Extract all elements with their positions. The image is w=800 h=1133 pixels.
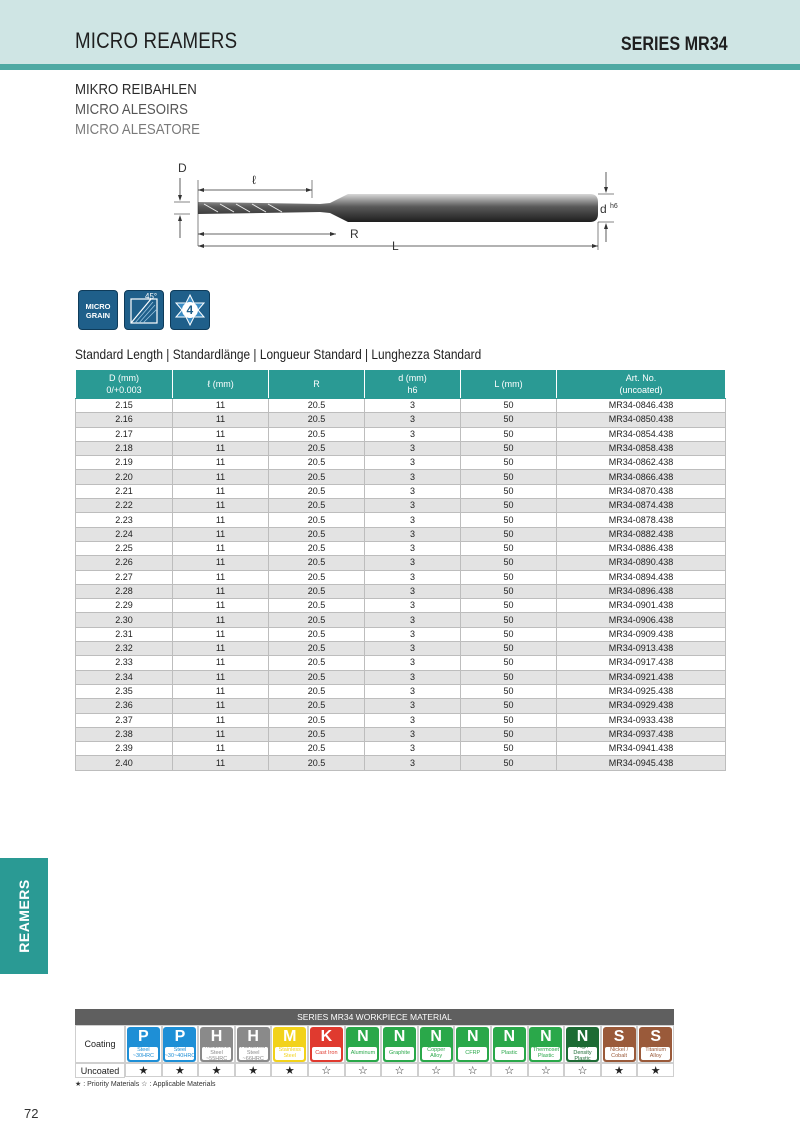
table-cell: 11 [173,456,269,470]
table-row [76,527,726,541]
table-cell: 2.29 [76,599,173,613]
table-cell: 50 [461,456,557,470]
table-cell: 11 [173,499,269,513]
col-art-no: Art. No. (uncoated) [557,370,726,399]
table-cell: MR34-0925.438 [557,684,726,698]
table-cell: MR34-0921.438 [557,670,726,684]
label-D: D [178,161,187,175]
table-cell: 2.38 [76,727,173,741]
material-letter: M [283,1027,297,1045]
workpiece-table [75,1009,674,1078]
table-row [76,756,726,770]
table-cell: 50 [461,656,557,670]
material-letter: P [174,1027,186,1045]
micro-grain-line1: MICRO [85,302,111,311]
material-icon [163,1027,196,1062]
table-row [76,613,726,627]
table-cell: 11 [173,399,269,413]
material-cell [637,1025,674,1063]
uncoated-label: Uncoated [75,1063,125,1078]
material-letter: S [613,1027,625,1045]
table-cell: 50 [461,742,557,756]
table-cell: 20.5 [269,413,365,427]
micro-grain-line2: GRAIN [85,311,111,320]
col-l: ℓ (mm) [173,370,269,399]
label-l: ℓ [252,173,256,187]
table-row [76,684,726,698]
table-cell: 11 [173,656,269,670]
table-row [76,513,726,527]
subtitle-it: MICRO ALESATORE [75,121,200,138]
table-cell: 50 [461,642,557,656]
material-name: Thermoset Plastic [532,1047,560,1059]
table-cell: 3 [365,713,461,727]
flute-count: 4 [186,303,194,317]
material-icon [529,1027,562,1062]
table-cell: 20.5 [269,441,365,455]
table-cell: 2.34 [76,670,173,684]
table-cell: 20.5 [269,756,365,770]
side-tab-label: REAMERS [16,879,33,953]
table-cell: 50 [461,470,557,484]
table-row [76,484,726,498]
table-row [76,627,726,641]
header-divider [0,64,800,70]
page-title: MICRO REAMERS [75,28,238,53]
table-row [76,670,726,684]
col-D: D (mm) 0/+0.003 [76,370,173,399]
table-cell: 20.5 [269,727,365,741]
table-cell: 2.28 [76,584,173,598]
table-cell: 20.5 [269,527,365,541]
material-letter: P [138,1027,149,1045]
table-cell: MR34-0846.438 [557,399,726,413]
table-cell: 2.18 [76,441,173,455]
label-L: L [392,239,399,253]
material-ratings [125,1063,674,1078]
table-cell: 3 [365,570,461,584]
material-icons [125,1025,674,1063]
table-cell: 11 [173,584,269,598]
table-cell: 3 [365,627,461,641]
table-cell: 11 [173,756,269,770]
table-cell: 3 [365,541,461,555]
table-cell: MR34-0933.438 [557,713,726,727]
table-cell: MR34-0929.438 [557,699,726,713]
table-cell: 2.17 [76,427,173,441]
table-cell: MR34-0913.438 [557,642,726,656]
table-cell: 3 [365,756,461,770]
material-icon [237,1027,270,1062]
table-cell: 3 [365,527,461,541]
material-cell [601,1025,638,1063]
table-cell: 50 [461,684,557,698]
table-header-row [76,370,726,399]
table-cell: 11 [173,642,269,656]
material-letter: H [210,1027,223,1045]
angle-label: 45° [145,292,158,301]
material-letter: N [357,1027,369,1045]
label-h6: h6 [610,203,618,210]
material-rating: ★ [637,1063,674,1077]
legend: ★ : Priority Materials ☆ : Applicable Materials [75,1081,216,1088]
table-cell: 50 [461,699,557,713]
material-name: Aluminum [348,1047,377,1060]
material-rating: ★ [162,1063,199,1077]
table-cell: 20.5 [269,556,365,570]
material-cell [528,1025,565,1063]
table-cell: 20.5 [269,670,365,684]
table-cell: 20.5 [269,713,365,727]
table-row [76,656,726,670]
material-rating: ☆ [308,1063,345,1077]
material-icon [127,1027,160,1062]
material-icon [420,1027,453,1062]
table-cell: 50 [461,441,557,455]
table-cell: 20.5 [269,584,365,598]
table-cell: 11 [173,527,269,541]
table-cell: MR34-0941.438 [557,742,726,756]
material-name: Cast Iron [312,1047,341,1060]
table-cell: 2.15 [76,399,173,413]
table-cell: 20.5 [269,613,365,627]
table-cell: 11 [173,613,269,627]
side-tab-label-wrap [0,858,48,974]
table-cell: 50 [461,627,557,641]
table-cell: 3 [365,499,461,513]
material-name: Copper Alloy [422,1047,451,1060]
table-cell: 11 [173,441,269,455]
material-cell [454,1025,491,1063]
table-row [76,470,726,484]
table-cell: 11 [173,727,269,741]
material-cell [271,1025,308,1063]
table-row [76,642,726,656]
table-cell: MR34-0896.438 [557,584,726,598]
table-cell: 3 [365,670,461,684]
material-icon [493,1027,526,1062]
material-cell [235,1025,272,1063]
table-cell: 20.5 [269,513,365,527]
table-cell: MR34-0878.438 [557,513,726,527]
material-icon [639,1027,672,1062]
table-cell: 50 [461,541,557,555]
table-cell: 2.31 [76,627,173,641]
table-cell: 3 [365,727,461,741]
material-name: High Density Plastic [568,1047,597,1060]
table-cell: 20.5 [269,499,365,513]
material-name: Steel ~30~40HRC [164,1047,196,1059]
subtitle-de: MIKRO REIBAHLEN [75,81,197,98]
table-cell: 50 [461,713,557,727]
material-name: Steel ~30HRC [129,1047,158,1060]
table-cell: MR34-0854.438 [557,427,726,441]
table-cell: MR34-0890.438 [557,556,726,570]
table-cell: 3 [365,399,461,413]
table-cell: 50 [461,599,557,613]
table-cell: MR34-0937.438 [557,727,726,741]
spec-table [75,369,726,771]
table-cell: 11 [173,713,269,727]
table-cell: 11 [173,699,269,713]
table-cell: 3 [365,613,461,627]
micro-grain-badge [78,290,118,330]
table-cell: 11 [173,684,269,698]
table-cell: 20.5 [269,456,365,470]
col-L: L (mm) [461,370,557,399]
material-rating: ★ [198,1063,235,1077]
subtitle-fr: MICRO ALESOIRS [75,101,188,118]
table-cell: 3 [365,556,461,570]
table-cell: 2.25 [76,541,173,555]
table-cell: 11 [173,484,269,498]
table-cell: 3 [365,413,461,427]
material-rating: ★ [601,1063,638,1077]
series-label: SERIES MR34 [621,34,728,55]
table-cell: 2.39 [76,742,173,756]
material-name: Hardened Steel ~66HRC [239,1047,268,1060]
table-row [76,584,726,598]
table-cell: 2.30 [76,613,173,627]
table-cell: MR34-0917.438 [557,656,726,670]
material-name: Plastic [495,1047,524,1060]
table-cell: 2.36 [76,699,173,713]
table-cell: 20.5 [269,684,365,698]
table-cell: 3 [365,441,461,455]
material-icon [273,1027,306,1062]
material-name: CFRP [458,1047,487,1060]
table-cell: MR34-0862.438 [557,456,726,470]
workpiece-title: SERIES MR34 WORKPIECE MATERIAL [75,1009,674,1025]
coating-row [75,1025,674,1063]
table-cell: 11 [173,670,269,684]
table-cell: MR34-0850.438 [557,413,726,427]
table-cell: 50 [461,570,557,584]
table-cell: 2.33 [76,656,173,670]
table-cell: MR34-0906.438 [557,613,726,627]
table-cell: MR34-0886.438 [557,541,726,555]
table-cell: 11 [173,742,269,756]
table-cell: 3 [365,513,461,527]
table-cell: MR34-0882.438 [557,527,726,541]
material-letter: H [247,1027,259,1045]
table-cell: 50 [461,756,557,770]
table-body [76,399,726,771]
material-icon [603,1027,636,1062]
table-cell: 11 [173,470,269,484]
material-name: Nickel / Cobalt [605,1047,634,1060]
material-icon [310,1027,343,1062]
table-cell: 2.20 [76,470,173,484]
table-cell: 11 [173,413,269,427]
table-cell: 3 [365,699,461,713]
material-cell [418,1025,455,1063]
table-cell: 11 [173,427,269,441]
table-cell: 2.24 [76,527,173,541]
table-cell: 50 [461,484,557,498]
material-rating: ☆ [345,1063,382,1077]
material-cell [564,1025,601,1063]
material-letter: N [540,1027,552,1045]
material-rating: ★ [125,1063,162,1077]
material-name: Titanium Alloy [641,1047,670,1060]
table-cell: 20.5 [269,484,365,498]
material-letter: N [466,1027,479,1045]
section-title: Standard Length | Standardlänge | Longueur Standard | Lunghezza Standard [75,346,482,362]
table-cell: MR34-0874.438 [557,499,726,513]
table-cell: 3 [365,584,461,598]
material-rating: ☆ [564,1063,601,1077]
material-name: Stainless Steel [275,1047,304,1060]
table-cell: 50 [461,499,557,513]
table-cell: 50 [461,513,557,527]
material-rating: ☆ [528,1063,565,1077]
material-letter: N [393,1027,406,1045]
table-row [76,541,726,555]
table-cell: MR34-0901.438 [557,599,726,613]
table-cell: 3 [365,642,461,656]
table-cell: MR34-0909.438 [557,627,726,641]
table-cell: 20.5 [269,627,365,641]
table-cell: 20.5 [269,699,365,713]
flutes-4-icon [170,290,210,330]
table-cell: 20.5 [269,470,365,484]
table-cell: 3 [365,470,461,484]
material-rating: ☆ [491,1063,528,1077]
table-row [76,413,726,427]
table-cell: 3 [365,456,461,470]
table-cell: 2.16 [76,413,173,427]
table-cell: 2.40 [76,756,173,770]
table-cell: 20.5 [269,541,365,555]
table-cell: 50 [461,413,557,427]
material-cell [125,1025,162,1063]
table-cell: 11 [173,513,269,527]
table-cell: 2.26 [76,556,173,570]
table-cell: 20.5 [269,570,365,584]
table-cell: 2.19 [76,456,173,470]
table-cell: MR34-0866.438 [557,470,726,484]
table-row [76,456,726,470]
table-cell: 3 [365,684,461,698]
table-row [76,699,726,713]
material-icon [200,1027,233,1062]
table-cell: 50 [461,727,557,741]
table-row [76,570,726,584]
material-icon [456,1027,489,1062]
table-cell: 20.5 [269,642,365,656]
table-cell: MR34-0894.438 [557,570,726,584]
reamer-drawing [170,158,630,258]
material-rating: ☆ [418,1063,455,1077]
table-cell: 11 [173,570,269,584]
table-cell: 11 [173,541,269,555]
table-cell: 20.5 [269,656,365,670]
table-cell: MR34-0858.438 [557,441,726,455]
table-cell: 50 [461,427,557,441]
table-cell: 50 [461,556,557,570]
table-cell: 3 [365,427,461,441]
material-rating: ☆ [454,1063,491,1077]
material-letter: N [430,1027,442,1045]
table-cell: MR34-0945.438 [557,756,726,770]
col-R: R [269,370,365,399]
uncoated-row [75,1063,674,1078]
material-cell [381,1025,418,1063]
table-row [76,427,726,441]
material-letter: S [650,1027,662,1045]
table-cell: MR34-0870.438 [557,484,726,498]
table-cell: 50 [461,584,557,598]
table-row [76,499,726,513]
page-number: 72 [24,1106,39,1121]
table-row [76,727,726,741]
material-letter: K [320,1027,333,1045]
table-cell: 3 [365,599,461,613]
label-d: d [600,202,607,216]
table-cell: 50 [461,399,557,413]
table-cell: 11 [173,556,269,570]
table-cell: 2.22 [76,499,173,513]
material-name: Graphite [385,1047,414,1060]
material-rating: ☆ [381,1063,418,1077]
table-cell: 2.23 [76,513,173,527]
material-rating: ★ [235,1063,272,1077]
table-cell: 2.37 [76,713,173,727]
material-rating: ★ [271,1063,308,1077]
table-row [76,713,726,727]
material-icon [346,1027,379,1062]
material-letter: N [576,1027,589,1045]
table-cell: 20.5 [269,427,365,441]
helix-45-icon [124,290,164,330]
material-icon [566,1027,599,1062]
table-cell: 2.27 [76,570,173,584]
coating-label: Coating [75,1025,125,1063]
table-cell: 2.21 [76,484,173,498]
table-row [76,556,726,570]
table-cell: 2.32 [76,642,173,656]
material-cell [198,1025,235,1063]
table-cell: 50 [461,613,557,627]
material-cell [345,1025,382,1063]
table-cell: 3 [365,742,461,756]
table-row [76,399,726,413]
material-icon [383,1027,416,1062]
table-cell: 50 [461,670,557,684]
table-row [76,599,726,613]
table-cell: 20.5 [269,399,365,413]
material-cell [308,1025,345,1063]
table-cell: 3 [365,656,461,670]
table-cell: 11 [173,627,269,641]
material-cell [162,1025,199,1063]
table-row [76,441,726,455]
table-cell: 2.35 [76,684,173,698]
table-row [76,742,726,756]
table-cell: 50 [461,527,557,541]
col-d: d (mm) h6 [365,370,461,399]
material-letter: N [503,1027,516,1045]
table-cell: 3 [365,484,461,498]
label-R: R [350,227,359,241]
table-cell: 20.5 [269,742,365,756]
table-cell: 20.5 [269,599,365,613]
material-cell [491,1025,528,1063]
material-name: Hardened Steel ~55HRC [202,1047,231,1060]
table-cell: 11 [173,599,269,613]
